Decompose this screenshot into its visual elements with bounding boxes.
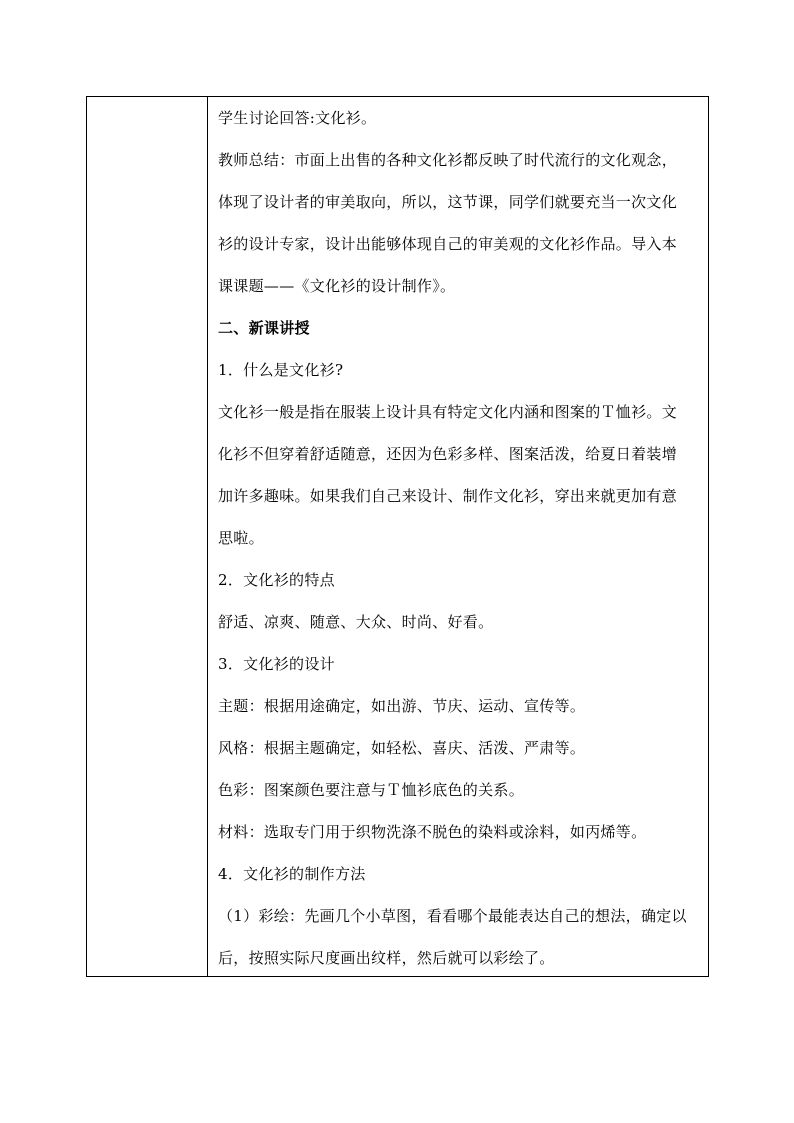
- section-heading: 二、新课讲授: [218, 319, 310, 337]
- text-line: 体现了设计者的审美取向，所以，这节课，同学们就要充当一次文化: [218, 193, 678, 211]
- text-line: 后，按照实际尺度画出纹样，然后就可以彩绘了。: [218, 949, 555, 967]
- table-content-cell: [208, 97, 708, 976]
- text-line: 思啦。: [218, 529, 264, 547]
- text-line: 主题：根据用途确定，如出游、节庆、运动、宣传等。: [218, 697, 586, 715]
- text-line: 教师总结：市面上出售的各种文化衫都反映了时代流行的文化观念，: [218, 151, 678, 169]
- text-line: 色彩：图案颜色要注意与Ｔ恤衫底色的关系。: [218, 781, 525, 799]
- subsection-heading: 4．文化衫的制作方法: [218, 865, 366, 883]
- text-line: 风格：根据主题确定，如轻松、喜庆、活泼、严肃等。: [218, 739, 586, 757]
- table-left-cell: [87, 97, 208, 976]
- subsection-heading: 2．文化衫的特点: [218, 571, 335, 589]
- text-line: 学生讨论回答:文化衫。: [218, 109, 377, 127]
- text-line: 材料：选取专门用于织物洗涤不脱色的染料或涂料，如丙烯等。: [218, 823, 647, 841]
- text-line: 加许多趣味。如果我们自己来设计、制作文化衫，穿出来就更加有意: [218, 487, 678, 505]
- text-line: 文化衫一般是指在服装上设计具有特定文化内涵和图案的Ｔ恤衫。文: [218, 403, 678, 421]
- text-line: 化衫不但穿着舒适随意，还因为色彩多样、图案活泼，给夏日着装增: [218, 445, 678, 463]
- text-line: 课课题——《文化衫的设计制作》。: [218, 277, 456, 295]
- text-line: 衫的设计专家，设计出能够体现自己的审美观的文化衫作品。导入本: [218, 235, 678, 253]
- text-line: （1）彩绘：先画几个小草图，看看哪个最能表达自己的想法，确定以: [218, 907, 687, 925]
- subsection-heading: 3．文化衫的设计: [218, 655, 335, 673]
- lesson-table: [86, 96, 709, 977]
- text-line: 舒适、凉爽、随意、大众、时尚、好看。: [218, 613, 494, 631]
- subsection-heading: 1．什么是文化衫?: [218, 361, 344, 379]
